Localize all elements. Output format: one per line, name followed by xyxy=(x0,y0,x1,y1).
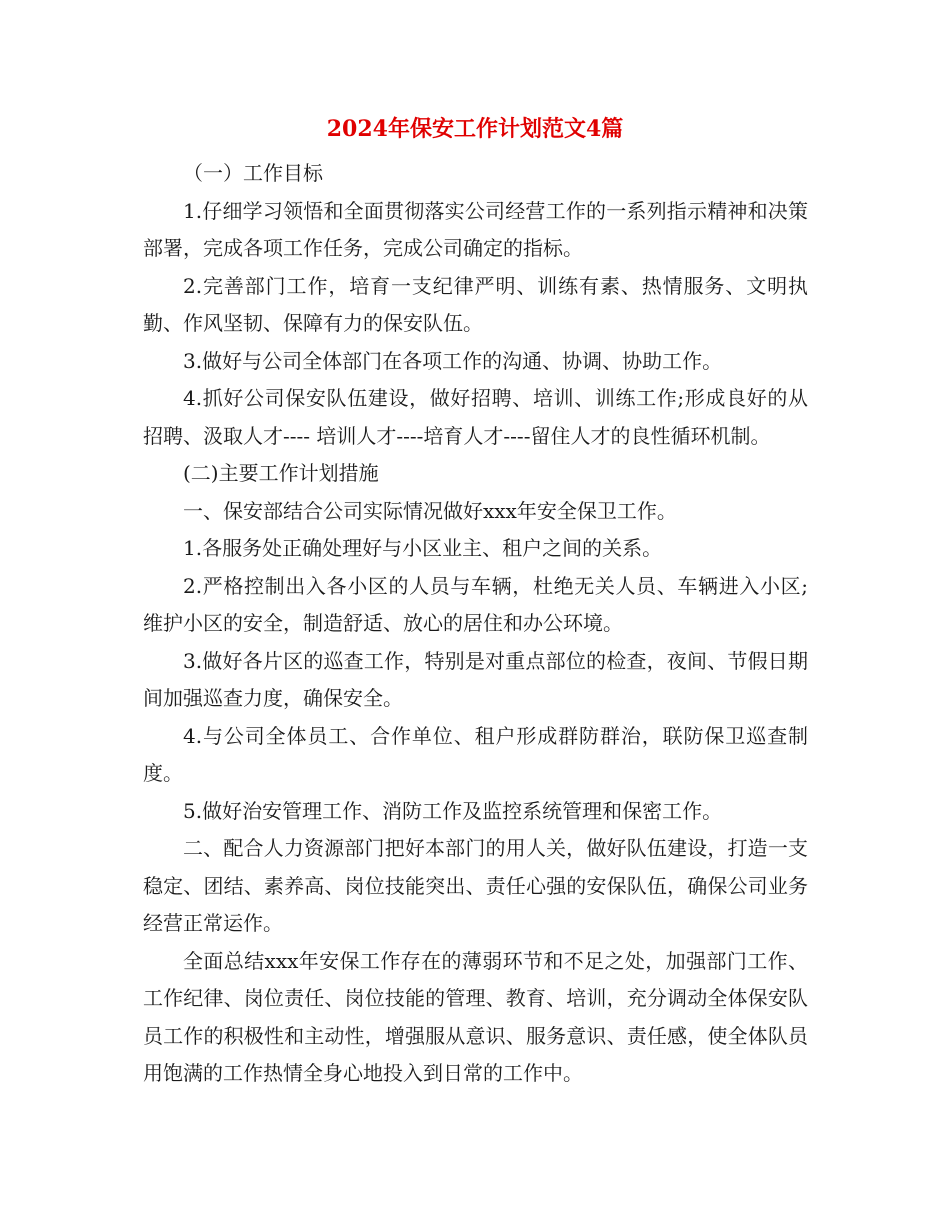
section-heading-goals: （一）工作目标 xyxy=(183,161,323,185)
paragraph: 5.做好治安管理工作、消防工作及监控系统管理和保密工作。 xyxy=(183,798,723,823)
paragraph: 4.与公司全体员工、合作单位、租户形成群防群治，联防保卫巡查制度。 xyxy=(143,723,808,785)
paragraph: 3.做好各片区的巡查工作，特别是对重点部位的检查，夜间、节假日期间加强巡查力度，确保安全。 xyxy=(143,648,808,710)
section-heading-measures: (二)主要工作计划措施 xyxy=(183,461,379,485)
paragraph: 2.完善部门工作，培育一支纪律严明、训练有素、热情服务、文明执勤、作风坚韧、保障有力的保安队伍。 xyxy=(143,273,808,335)
paragraph: 4.抓好公司保安队伍建设，做好招聘、培训、训练工作;形成良好的从招聘、汲取人才---- 培训人才----培育人才----留住人才的良性循环机制。 xyxy=(143,386,808,448)
paragraph: 1.各服务处正确处理好与小区业主、租户之间的关系。 xyxy=(183,536,663,560)
paragraph: 一、保安部结合公司实际情况做好xxx年安全保卫工作。 xyxy=(183,498,677,523)
paragraph: 3.做好与公司全体部门在各项工作的沟通、协调、协助工作。 xyxy=(183,348,723,373)
paragraph: 二、配合人力资源部门把好本部门的用人关，做好队伍建设，打造一支稳定、团结、素养高、岗位技能突出、责任心强的安保队伍，确保公司业务经营正常运作。 xyxy=(143,836,808,935)
paragraph: 2.严格控制出入各小区的人员与车辆，杜绝无关人员、车辆进入小区;维护小区的安全，制造舒适、放心的居住和办公环境。 xyxy=(143,573,808,635)
document-title: 2024年保安工作计划范文4篇 xyxy=(326,116,624,142)
document-body xyxy=(143,155,808,1093)
paragraph: 1.仔细学习领悟和全面贯彻落实公司经营工作的一系列指示精神和决策部署，完成各项工作任务，完成公司确定的指标。 xyxy=(143,198,808,260)
paragraph: 全面总结xxx年安保工作存在的薄弱环节和不足之处，加强部门工作、工作纪律、岗位责任、岗位技能的管理、教育、培训，充分调动全体保安队员工作的积极性和主动性，增强服从意识、服务意识、责任感，使全体队员用饱满的工作热情全身心地投入到日常的工作中。 xyxy=(143,948,808,1085)
